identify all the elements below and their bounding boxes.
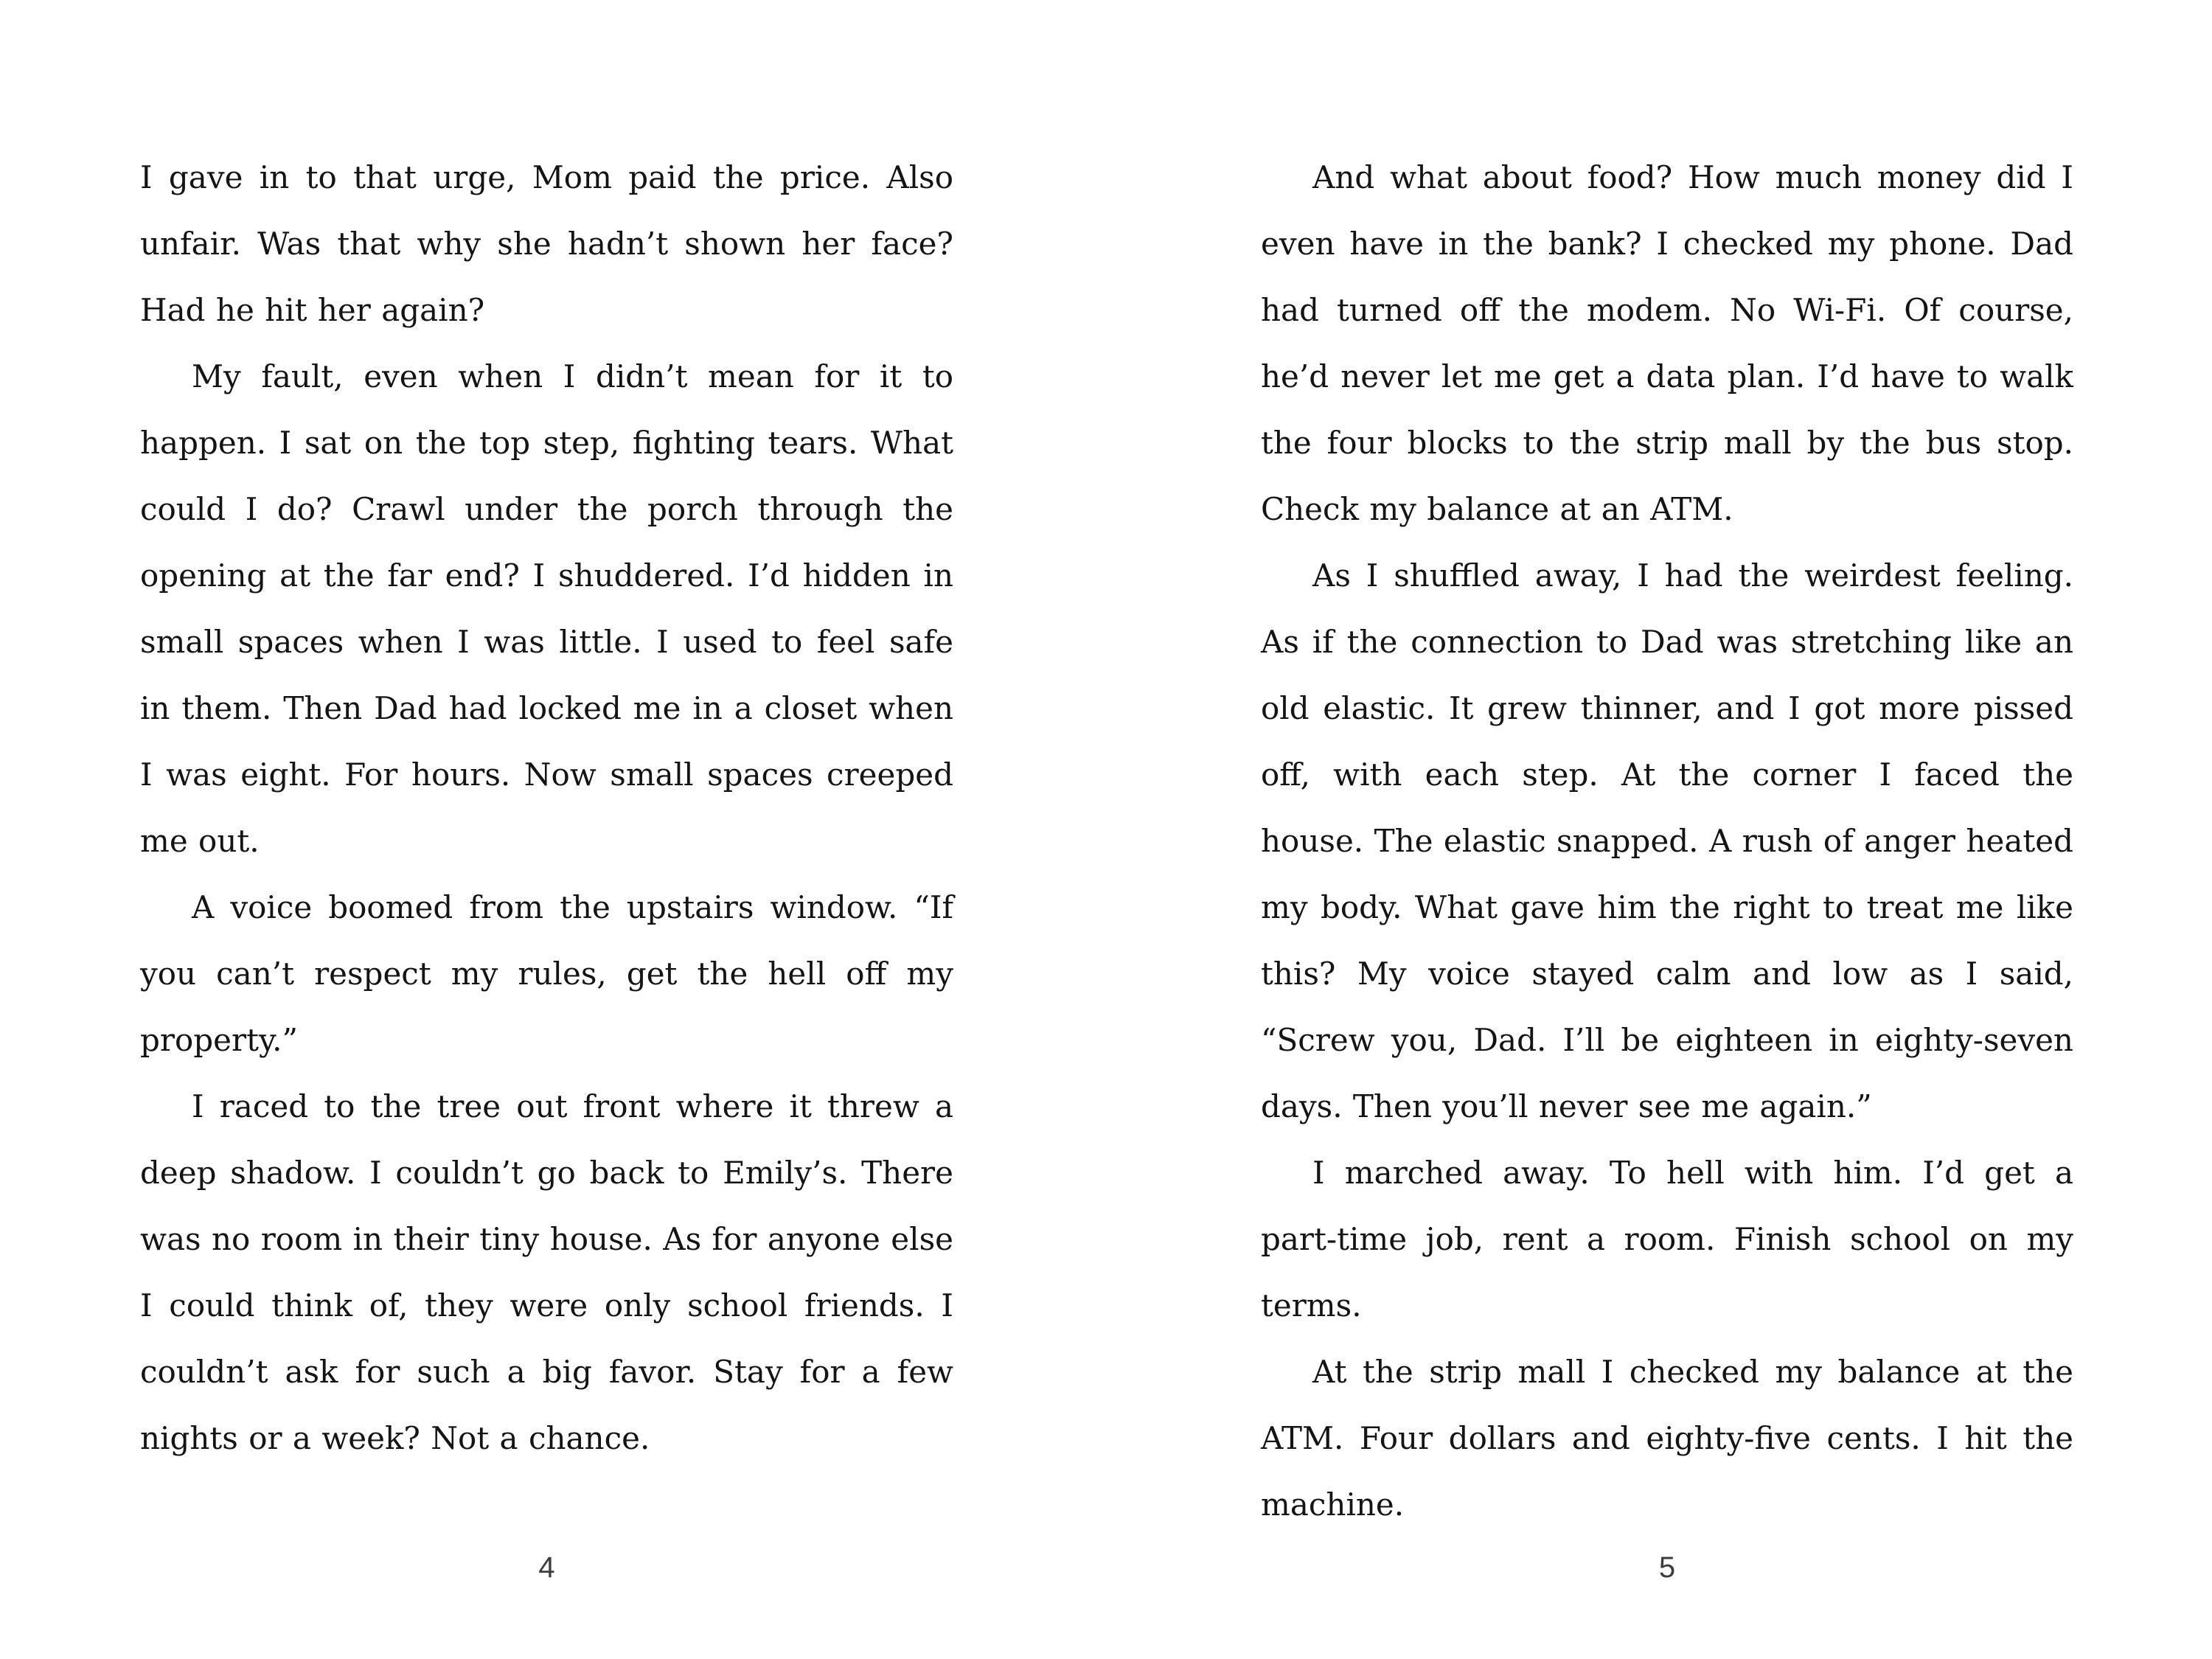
page-left-text-block bbox=[140, 145, 953, 1472]
paragraph: At the strip mall I checked my balance at the ATM. Four dollars and eighty-five cents. I hit the machine. bbox=[1261, 1354, 2073, 1523]
paragraph: A voice boomed from the upstairs window. “If you can’t respect my rules, get the hell off my property.” bbox=[140, 889, 953, 1058]
page-number-right: 5 bbox=[1658, 1551, 1676, 1584]
page-number-left: 4 bbox=[538, 1551, 555, 1584]
paragraph: My fault, even when I didn’t mean for it to happen. I sat on the top step, fighting tears. What could I do? Crawl under the porch through the opening at the far end? I shuddered. I’d hidden in small spaces when I was little. I used to feel safe in them. Then Dad had locked me in a closet when I was eight. For hours. Now small spaces creeped me out. bbox=[140, 358, 953, 859]
paragraph: And what about food? How much money did I even have in the bank? I checked my phone. Dad had turned off the modem. No Wi-Fi. Of course, he’d never let me get a data plan. I’d have to walk the four blocks to the strip mall by the bus stop. Check my balance at an ATM. bbox=[1261, 159, 2073, 527]
page-right bbox=[1106, 0, 2212, 1659]
paragraph: I marched away. To hell with him. I’d get a part-time job, rent a room. Finish school on my terms. bbox=[1261, 1155, 2073, 1324]
paragraph: I gave in to that urge, Mom paid the price. Also unfair. Was that why she hadn’t shown her face? Had he hit her again? bbox=[140, 159, 953, 328]
paragraph: I raced to the tree out front where it threw a deep shadow. I couldn’t go back to Emily’s. There was no room in their tiny house. As for anyone else I could think of, they were only school friends. I couldn’t ask for such a big favor. Stay for a few nights or a week? Not a chance. bbox=[140, 1088, 953, 1456]
page-right-text-block bbox=[1261, 145, 2073, 1538]
paragraph: As I shuffled away, I had the weirdest feeling. As if the connection to Dad was stretching like an old elastic. It grew thinner, and I got more pissed off, with each step. At the corner I faced the house. The elastic snapped. A rush of anger heated my body. What gave him the right to treat me like this? My voice stayed calm and low as I said, “Screw you, Dad. I’ll be eighteen in eighty-seven days. Then you’ll never see me again.” bbox=[1261, 557, 2073, 1124]
